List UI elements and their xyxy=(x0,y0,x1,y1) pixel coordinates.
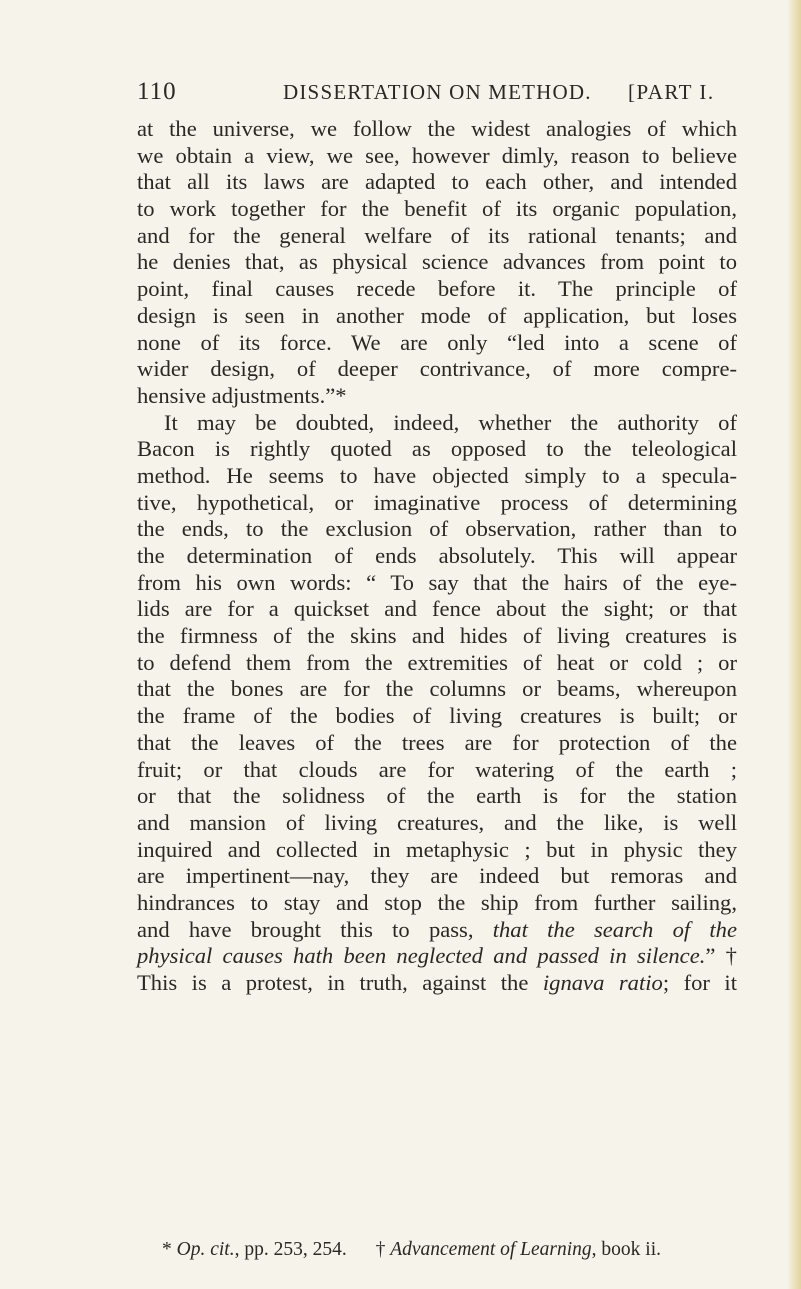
text-line: inquired and collected in metaphysic ; but in physic they xyxy=(137,836,737,862)
text-segment: ” † xyxy=(705,943,737,969)
text-line: that the bones are for the columns or beams, whereupon xyxy=(137,676,737,702)
text-line: at the universe, we follow the widest analogies of which xyxy=(137,116,737,141)
text-line: the frame of the bodies of living creatures is built; or xyxy=(137,703,737,729)
text-line: hindrances to stay and stop the ship from further sailing, xyxy=(137,889,737,915)
text-segment: and have brought this to pass, xyxy=(137,916,474,942)
text-line: It may be doubted, indeed, whether the authority of xyxy=(164,409,737,435)
text-line: the determination of ends absolutely. This will appear xyxy=(137,543,737,568)
footnotes xyxy=(162,1237,742,1263)
text-line: from his own words: “ To say that the hairs of the eye- xyxy=(137,569,737,595)
page-edge xyxy=(787,0,801,1289)
running-title: DISSERTATION ON METHOD. xyxy=(283,80,592,104)
text-line: the firmness of the skins and hides of living creatures is xyxy=(137,623,737,649)
footnote-reference: Op. cit. xyxy=(176,1239,235,1260)
part-label: [PART I. xyxy=(628,80,715,104)
text-segment: ; for it xyxy=(662,970,737,995)
text-line xyxy=(137,943,737,970)
footnote-text: , book ii. xyxy=(591,1239,662,1260)
text-line: Bacon is rightly quoted as opposed to the teleological xyxy=(137,436,737,462)
text-line: we obtain a view, we see, however dimly, reason to believe xyxy=(137,142,737,168)
italic-phrase: physical causes hath been neglected and passed in silence. xyxy=(137,943,706,969)
text-line: design is seen in another mode of application, but loses xyxy=(137,302,737,328)
text-line xyxy=(137,917,737,944)
text-line: that all its laws are adapted to each other, and intended xyxy=(137,169,737,195)
text-line: fruit; or that clouds are for watering of the earth ; xyxy=(137,756,737,782)
footnote-marker: * xyxy=(162,1239,172,1260)
italic-phrase: that the search of the xyxy=(492,916,737,942)
text-line: that the leaves of the trees are for protection of the xyxy=(137,729,737,755)
text-line: are impertinent—nay, they are indeed but remoras and xyxy=(137,863,737,889)
footnote-2 xyxy=(376,1237,661,1263)
text-line: or that the solidness of the earth is for the station xyxy=(137,783,737,809)
page-number: 110 xyxy=(137,78,177,105)
page-header xyxy=(0,74,801,110)
text-segment: This is a protest, in truth, against the xyxy=(137,970,529,995)
text-line: tive, hypothetical, or imaginative process of determining xyxy=(137,489,737,515)
text-line: the ends, to the exclusion of observation, rather than to xyxy=(137,516,737,542)
text-line: and mansion of living creatures, and the like, is well xyxy=(137,809,737,835)
text-line: to work together for the benefit of its organic population, xyxy=(137,196,737,222)
text-line: method. He seems to have objected simply to a specula- xyxy=(137,462,737,488)
text-line: to defend them from the extremities of heat or cold ; or xyxy=(137,649,737,675)
footnote-marker: † xyxy=(375,1239,386,1260)
footnote-1 xyxy=(162,1237,347,1263)
text-line: none of its force. We are only “led into a scene of xyxy=(137,329,737,355)
text-line: lids are for a quickset and fence about the sight; or that xyxy=(137,596,737,622)
text-line xyxy=(137,970,737,997)
footnote-reference: Advancement of Learning xyxy=(390,1239,592,1260)
text-line: hensive adjustments.”* xyxy=(137,382,347,408)
text-line: point, final causes recede before it. The principle of xyxy=(137,276,737,302)
text-line: wider design, of deeper contrivance, of more compre- xyxy=(137,356,737,382)
text-line: he denies that, as physical science advances from point to xyxy=(137,249,737,275)
text-line: and for the general welfare of its rational tenants; and xyxy=(137,222,737,248)
footnote-text: , pp. 253, 254. xyxy=(234,1239,347,1260)
body-text xyxy=(137,116,737,997)
italic-phrase: ignava ratio xyxy=(542,970,663,995)
